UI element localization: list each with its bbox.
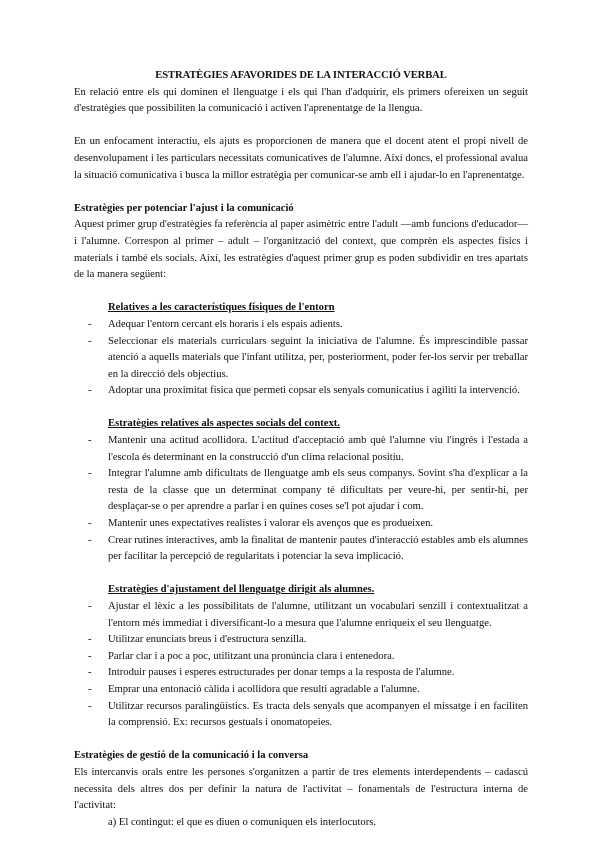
section-heading-conversa: Estratègies de gestió de la comunicació i la conversa <box>74 750 309 762</box>
list-item: - Introduir pauses i esperes estructurades per donar temps a la resposta de l'alumne. <box>74 665 528 682</box>
dash-bullet: - <box>88 335 92 347</box>
list-item: - Mantenir unes expectatives realistes i valorar els avenços que es produeixen. <box>74 516 528 533</box>
list-item: - Adequar l'entorn cercant els horaris i els espais adients. <box>74 317 528 334</box>
dash-bullet: - <box>88 700 92 712</box>
dash-bullet: - <box>88 634 92 646</box>
list-item: - Parlar clar i a poc a poc, utilitzant una pronúncia clara i entenedora. <box>74 649 528 666</box>
list-item: - Crear rutines interactives, amb la finalitat de mantenir pautes d'interacció estables amb els alumnes per facilitar la percepció de regularitats i potenciar la seva implicació. <box>88 534 528 563</box>
subsection-title-physical: Relatives a les característiques físiques de l'entorn <box>108 302 335 314</box>
list-item: - Emprar una entonació càlida i acollidora que resulti agradable a l'alumne. <box>74 682 528 699</box>
document-page <box>74 68 528 831</box>
list-item: - Utilitzar enunciats breus i d'estructura senzilla. <box>74 632 528 649</box>
subsection-title-social: Estratègies relatives als aspectes socials del context. <box>108 418 340 430</box>
list-item: - Utilitzar recursos paralingüístics. Es tracta dels senyals que acompanyen el missatge i en faciliten la comprensió. Ex: recursos gestuals i onomatopeies. <box>88 700 528 729</box>
section-paragraph-conversa: Els intercanvis orals entre les persones s'organitzen a partir de tres elements interdependents – cadascú necessita dels altres dos per definir la natura de l'activitat – fonamentals de l'estructura interna de l'activitat: <box>74 766 528 812</box>
dash-bullet: - <box>88 534 92 546</box>
spacer <box>74 118 528 135</box>
dash-bullet: - <box>88 468 92 480</box>
intro-paragraph-2: En un enfocament interactiu, els ajuts es proporcionen de manera que el docent atent el propi nivell de desenvolupament i les particulars necessitats comunicatives de l'alumne. Així doncs, el professional avalua la situació comunicativa i busca la millor estratègia per comunicar-se amb ell i ajudar-lo en l'aprenentatge. <box>74 136 528 181</box>
list-item: - Integrar l'alumne amb dificultats de llenguatge amb els seus companys. Sovint s'ha d'explicar a la resta de la classe que un determinat company té dificultats per veure-hi, per sentir-hi, per desplaçar-se o per aprendre a parlar i en quines coses se'l pot ajudar i com. <box>88 468 528 513</box>
list-item: - Seleccionar els materials curriculars seguint la iniciativa de l'alumne. És imprescindible passar atenció a aquells materials que l'infant utilitza, per, posteriorment, poder fer-los servir per treballar en la direcció dels objectius. <box>88 335 528 380</box>
bullet-list-language <box>74 599 528 732</box>
dash-bullet: - <box>88 518 92 530</box>
spacer <box>74 284 528 301</box>
section-paragraph-ajust: Aquest primer grup d'estratègies fa referència al paper asimètric entre l'adult —amb funcions d'educador— i l'alumne. Correspon al primer – adult – l'organització del context, que comprèn els aspectes físics i materials i també els socials. Així, les estratègies d'aquest primer grup es poden subdividir en tres apartats de la manera següent: <box>74 219 528 281</box>
spacer <box>74 184 528 201</box>
list-item: - Ajustar el lèxic a les possibilitats de l'alumne, utilitzant un vocabulari senzill i contextualitzat a l'entorn més immediat i diversificant-lo a mesura que l'alumne enriqueix el seu llenguatge. <box>88 601 528 629</box>
spacer <box>74 400 528 417</box>
spacer <box>74 566 528 583</box>
bullet-list-physical <box>74 317 528 400</box>
page-title: ESTRATÈGIES AFAVORIDES DE LA INTERACCIÓ VERBAL <box>155 70 447 81</box>
spacer <box>74 732 528 749</box>
dash-bullet: - <box>88 601 92 612</box>
dash-bullet: - <box>88 667 92 679</box>
dash-bullet: - <box>88 318 92 330</box>
dash-bullet: - <box>88 435 92 447</box>
subsection-title-language: Estratègies d'ajustament del llenguatge dirigit als alumnes. <box>108 584 375 596</box>
dash-bullet: - <box>88 385 92 397</box>
list-item: - Adoptar una proximitat física que permeti copsar els senyals comunicatius i agiliti la intervenció. <box>74 383 528 400</box>
bullet-list-social <box>74 433 528 566</box>
section-heading-ajust: Estratègies per potenciar l'ajust i la comunicació <box>74 202 294 214</box>
dash-bullet: - <box>88 683 92 695</box>
list-item: - Mantenir una actitud acollidora. L'actitud d'acceptació amb què l'alumne viu l'ingrés i l'estada a l'escola és determinant en la construcció d'un clima relacional positiu. <box>88 435 528 463</box>
list-item-a: a) El contingut: el que es diuen o comuniquen els interlocutors. <box>108 816 377 828</box>
intro-paragraph-1: En relació entre els qui dominen el llenguatge i els qui l'han d'adquirir, els primers ofereixen un seguit d'estratègies que possibiliten la comunicació i activen l'aprenentatge de la llengua. <box>74 86 528 115</box>
dash-bullet: - <box>88 650 92 662</box>
